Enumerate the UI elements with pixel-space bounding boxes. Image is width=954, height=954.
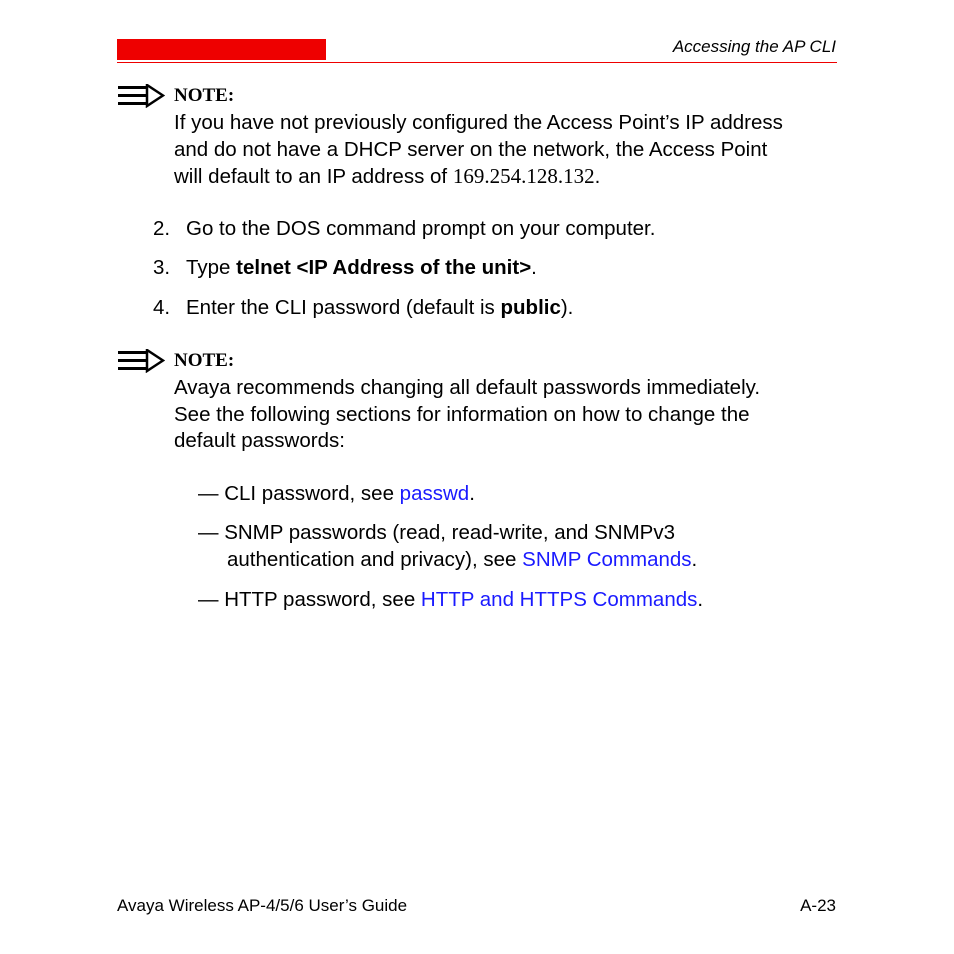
- step-text: Go to the DOS command prompt on your computer.: [186, 217, 656, 240]
- note-line: See the following sections for information on how to change the: [174, 402, 750, 426]
- step-number: 3.: [153, 256, 171, 279]
- step-item: [153, 217, 655, 241]
- note-text: .: [594, 165, 601, 188]
- list-item-text: authentication and privacy), see: [227, 547, 523, 571]
- note-line: If you have not previously configured the Access Point’s IP address: [174, 111, 783, 134]
- step-text: ).: [560, 296, 574, 319]
- note-arrow-icon: [117, 84, 165, 108]
- list-item: [198, 481, 818, 508]
- page-number: A-23: [800, 896, 836, 915]
- footer-guide-title: Avaya Wireless AP-4/5/6 User’s Guide: [117, 896, 408, 915]
- note-text: will default to an IP address of: [174, 165, 453, 188]
- list-item: [198, 587, 818, 614]
- step-text: Type: [186, 256, 237, 279]
- list-item-text: — HTTP password, see: [198, 588, 421, 611]
- http-https-commands-link[interactable]: HTTP and HTTPS Commands: [420, 588, 698, 611]
- note-line: Avaya recommends changing all default passwords immediately.: [174, 376, 761, 399]
- list-item-text: .: [691, 547, 698, 571]
- running-head: Accessing the AP CLI: [672, 37, 836, 56]
- list-item-text: — CLI password, see: [198, 482, 400, 505]
- note-line: [174, 163, 844, 191]
- note-line: default passwords:: [174, 429, 345, 452]
- step-text: Enter the CLI password (default is: [186, 296, 501, 319]
- header-rule: [117, 62, 837, 63]
- step-text: .: [531, 256, 537, 279]
- note-body: [174, 375, 844, 455]
- step-item: [153, 256, 537, 280]
- telnet-command: telnet <IP Address of the unit>: [236, 256, 532, 279]
- step-number: 4.: [153, 296, 171, 319]
- header-red-bar: [117, 39, 326, 60]
- list-item-text: .: [469, 482, 475, 505]
- note-body: [174, 110, 844, 191]
- step-item: [153, 296, 573, 320]
- note-line: and do not have a DHCP server on the network, the Access Point: [174, 137, 768, 161]
- note-arrow-icon: [117, 349, 165, 373]
- default-password: public: [500, 296, 561, 319]
- list-item-continuation: [198, 547, 818, 574]
- note-label: NOTE:: [174, 85, 235, 106]
- note-label: NOTE:: [174, 350, 235, 371]
- passwd-link[interactable]: passwd: [399, 482, 470, 505]
- step-number: 2.: [153, 217, 171, 240]
- list-item: [198, 520, 818, 573]
- default-ip-address: 169.254.128.132: [452, 164, 595, 188]
- snmp-commands-link[interactable]: SNMP Commands: [522, 547, 692, 571]
- list-item-text: .: [697, 588, 704, 611]
- list-item-text: — SNMP passwords (read, read-write, and SNMPv3: [198, 521, 675, 544]
